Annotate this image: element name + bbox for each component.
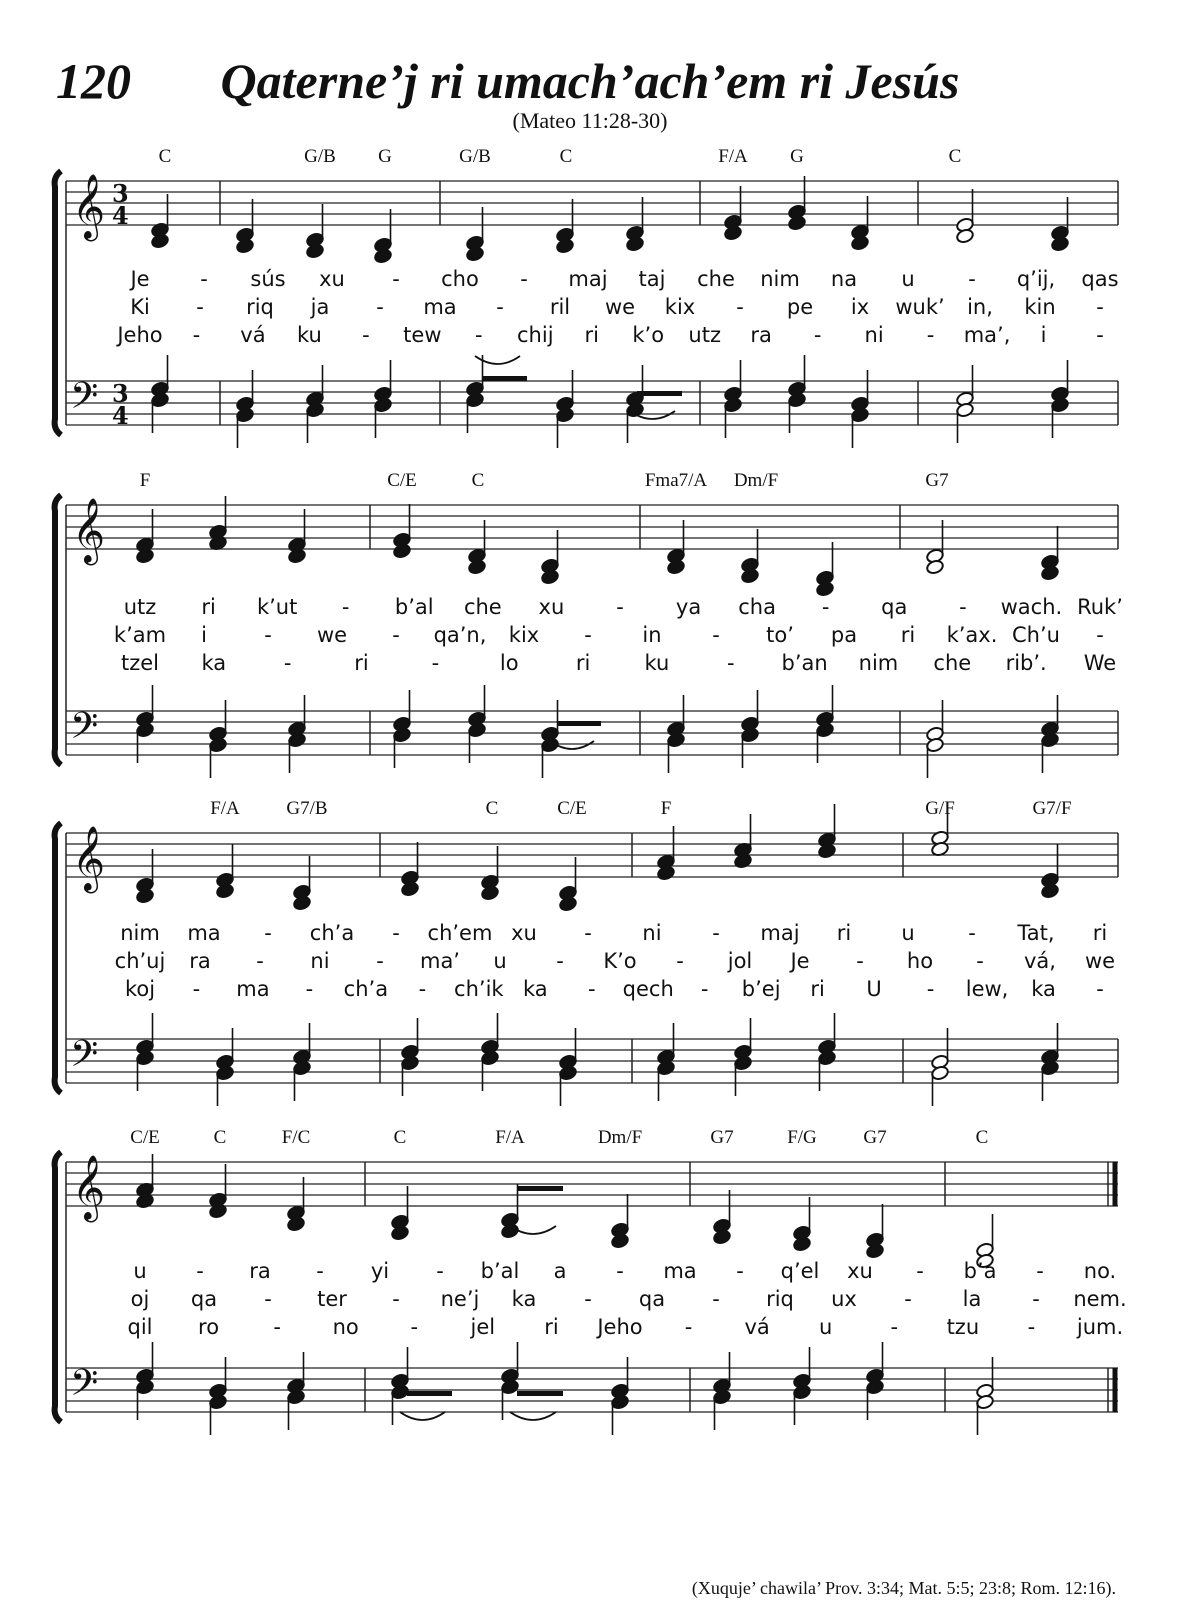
chord-symbol: G/B bbox=[459, 146, 491, 167]
lyric-syllable: no bbox=[332, 1315, 359, 1339]
lyric-syllable: Ch’u bbox=[1012, 623, 1060, 647]
lyric-hyphen: - bbox=[584, 921, 592, 945]
chord-symbol: Dm/F bbox=[597, 1127, 643, 1148]
footer-references: (Xuquje’ chawila’ Prov. 3:34; Mat. 5:5; 23:8; Rom. 12:16). bbox=[691, 1578, 1116, 1598]
lyric-syllable: to’ bbox=[766, 623, 794, 647]
lyric-syllable: ch’a bbox=[309, 921, 355, 945]
lyric-syllable: ux bbox=[831, 1287, 857, 1311]
lyric-hyphen: - bbox=[968, 921, 976, 945]
chord-symbol: F/A bbox=[718, 146, 748, 167]
lyric-hyphen: - bbox=[392, 623, 400, 647]
time-signature-bottom: 4 bbox=[112, 401, 129, 430]
lyric-syllable: qa’n, bbox=[433, 623, 487, 647]
lyric-syllable: q’ij, bbox=[1016, 267, 1056, 291]
lyric-hyphen: - bbox=[1027, 1315, 1036, 1339]
chord-symbol: F/G bbox=[787, 1127, 817, 1148]
lyric-syllable: in bbox=[642, 623, 662, 647]
lyric-hyphen: - bbox=[926, 323, 935, 347]
lyric-syllable: ma bbox=[663, 1259, 697, 1283]
lyric-syllable: ter bbox=[317, 1287, 347, 1311]
lyric-syllable: u bbox=[901, 267, 915, 291]
lyric-hyphen: - bbox=[584, 1287, 592, 1311]
lyric-hyphen: - bbox=[726, 651, 735, 675]
lyric-hyphen: - bbox=[196, 295, 204, 319]
lyric-syllable: ma’ bbox=[419, 949, 461, 973]
lyric-syllable: tzel bbox=[120, 651, 160, 675]
lyric-syllable: ma bbox=[423, 295, 457, 319]
chord-symbol: C bbox=[471, 470, 485, 491]
lyric-syllable: qa bbox=[638, 1287, 666, 1311]
lyric-hyphen: - bbox=[1096, 623, 1104, 647]
slur bbox=[510, 1412, 556, 1420]
lyric-syllable: ri bbox=[354, 651, 369, 675]
lyric-hyphen: - bbox=[926, 977, 935, 1001]
lyric-hyphen: - bbox=[305, 977, 314, 1001]
lyric-syllable: kix bbox=[664, 295, 696, 319]
lyric-syllable: ri bbox=[201, 595, 216, 619]
chord-symbol: C bbox=[485, 798, 499, 819]
lyric-syllable: ma’, bbox=[963, 323, 1011, 347]
lyric-syllable: ch’ik bbox=[454, 977, 504, 1001]
system-bracket bbox=[55, 171, 61, 435]
lyric-syllable: ya bbox=[675, 595, 702, 619]
chord-symbol: C bbox=[158, 146, 172, 167]
beam bbox=[557, 721, 601, 726]
time-signature-top: 3 bbox=[112, 379, 129, 408]
lyric-syllable: k’ax. bbox=[946, 623, 998, 647]
lyric-syllable: ma bbox=[187, 921, 221, 945]
lyric-syllable: ri bbox=[836, 921, 852, 945]
lyric-hyphen: - bbox=[1096, 977, 1104, 1001]
lyric-syllable: wach. bbox=[1000, 595, 1063, 619]
lyric-syllable: utz bbox=[688, 323, 721, 347]
lyric-syllable: Ruk’ bbox=[1077, 595, 1123, 619]
lyric-syllable: ni bbox=[642, 921, 662, 945]
lyric-hyphen: - bbox=[392, 921, 400, 945]
lyric-syllable: ri bbox=[544, 1315, 559, 1339]
chord-symbol: C bbox=[393, 1127, 407, 1148]
chord-symbol: C/E bbox=[557, 798, 587, 819]
lyric-syllable: b’al bbox=[394, 595, 434, 619]
chord-symbol: G bbox=[790, 146, 804, 167]
lyric-hyphen: - bbox=[192, 323, 201, 347]
lyric-syllable: ri bbox=[900, 623, 916, 647]
lyric-hyphen: - bbox=[556, 949, 564, 973]
lyric-syllable: nem. bbox=[1073, 1287, 1127, 1311]
lyric-hyphen: - bbox=[890, 1315, 899, 1339]
lyric-syllable: ch’a bbox=[343, 977, 389, 1001]
lyric-hyphen: - bbox=[192, 977, 201, 1001]
lyric-syllable: xu bbox=[511, 921, 537, 945]
lyric-syllable: ix bbox=[850, 295, 870, 319]
lyric-syllable: sús bbox=[250, 267, 286, 291]
lyric-hyphen: - bbox=[392, 1287, 400, 1311]
lyric-syllable: qil bbox=[127, 1315, 153, 1339]
lyric-syllable: ho bbox=[906, 949, 934, 973]
lyric-hyphen: - bbox=[616, 1259, 624, 1283]
lyric-hyphen: - bbox=[976, 949, 984, 973]
beam bbox=[637, 391, 682, 396]
lyric-syllable: lo bbox=[499, 651, 519, 675]
chord-symbol: G7 bbox=[863, 1127, 887, 1148]
lyric-syllable: ra bbox=[750, 323, 772, 347]
lyric-syllable: kix bbox=[508, 623, 540, 647]
lyric-hyphen: - bbox=[736, 295, 744, 319]
lyric-syllable: ja bbox=[310, 295, 330, 319]
system-bracket bbox=[55, 823, 61, 1093]
chord-symbol: F bbox=[139, 470, 151, 491]
lyric-syllable: wuk’ bbox=[895, 295, 945, 319]
lyric-syllable: ro bbox=[198, 1315, 220, 1339]
lyric-hyphen: - bbox=[520, 267, 528, 291]
chord-symbol: Dm/F bbox=[733, 470, 779, 491]
lyric-syllable: ri bbox=[584, 323, 599, 347]
lyric-syllable: ka bbox=[1031, 977, 1056, 1001]
lyric-syllable: qas bbox=[1081, 267, 1119, 291]
lyric-syllable: cha bbox=[738, 595, 777, 619]
lyric-syllable: xu bbox=[847, 1259, 873, 1283]
hymn-title: Qaterne’j ri umach’ach’em ri Jesús bbox=[220, 53, 960, 109]
bass-clef-icon: 𝄢 bbox=[70, 705, 99, 756]
lyric-syllable: Je bbox=[130, 267, 150, 291]
lyric-syllable: Jeho bbox=[117, 323, 163, 347]
lyric-hyphen: - bbox=[856, 949, 864, 973]
lyric-hyphen: - bbox=[273, 1315, 281, 1339]
lyric-syllable: ri bbox=[1092, 921, 1108, 945]
lyric-syllable: ra bbox=[249, 1259, 271, 1283]
beam bbox=[517, 1391, 563, 1396]
chord-symbol: F/C bbox=[281, 1127, 311, 1148]
chord-symbol: G7 bbox=[710, 1127, 734, 1148]
lyric-syllable: tew bbox=[403, 323, 442, 347]
lyric-syllable: yi bbox=[370, 1259, 390, 1283]
lyric-hyphen: - bbox=[684, 1315, 693, 1339]
lyric-hyphen: - bbox=[436, 1259, 444, 1283]
lyric-syllable: ra bbox=[189, 949, 211, 973]
lyric-syllable: qech bbox=[622, 977, 674, 1001]
lyric-syllable: u bbox=[493, 949, 507, 973]
lyric-syllable: utz bbox=[123, 595, 157, 619]
treble-clef-icon: 𝄞 bbox=[72, 174, 106, 239]
lyric-syllable: ka bbox=[522, 977, 548, 1001]
lyric-syllable: ch’em bbox=[427, 921, 493, 945]
lyric-hyphen: - bbox=[410, 1315, 419, 1339]
lyric-syllable: maj bbox=[760, 921, 800, 945]
time-signature-top: 3 bbox=[112, 179, 129, 208]
lyric-hyphen: - bbox=[587, 977, 596, 1001]
lyric-syllable: ka bbox=[201, 651, 227, 675]
chord-symbol: G bbox=[378, 146, 392, 167]
chord-symbol: G/F bbox=[925, 798, 955, 819]
lyric-syllable: che bbox=[933, 651, 972, 675]
lyric-syllable: ri bbox=[575, 651, 591, 675]
lyric-syllable: maj bbox=[568, 267, 608, 291]
treble-clef-icon: 𝄞 bbox=[72, 826, 106, 891]
chord-symbol: C bbox=[213, 1127, 227, 1148]
chord-symbol: F bbox=[660, 798, 672, 819]
system-bracket bbox=[55, 495, 61, 765]
scripture-reference: (Mateo 11:28-30) bbox=[512, 108, 668, 133]
lyric-syllable: pa bbox=[830, 623, 858, 647]
chord-symbol: C/E bbox=[387, 470, 417, 491]
lyric-syllable: vá bbox=[240, 323, 266, 347]
lyric-syllable: pe bbox=[786, 295, 814, 319]
lyric-syllable: jum. bbox=[1076, 1315, 1124, 1339]
lyric-hyphen: - bbox=[264, 1287, 272, 1311]
lyric-hyphen: - bbox=[1032, 1287, 1040, 1311]
lyric-syllable: Jeho bbox=[597, 1315, 643, 1339]
lyric-hyphen: - bbox=[376, 295, 384, 319]
lyric-syllable: vá bbox=[744, 1315, 770, 1339]
lyric-syllable: u bbox=[901, 921, 915, 945]
lyric-syllable: riq bbox=[766, 1287, 794, 1311]
lyric-syllable: rib’. bbox=[1005, 651, 1047, 675]
lyric-syllable: k’o bbox=[632, 323, 665, 347]
lyric-hyphen: - bbox=[431, 651, 440, 675]
chord-symbol: F/A bbox=[495, 1127, 525, 1148]
lyric-syllable: b’an bbox=[781, 651, 828, 675]
lyric-syllable: che bbox=[463, 595, 502, 619]
lyric-hyphen: - bbox=[916, 1259, 924, 1283]
lyric-syllable: nim bbox=[120, 921, 160, 945]
lyric-syllable: we bbox=[316, 623, 348, 647]
lyric-syllable: ka bbox=[511, 1287, 537, 1311]
lyric-hyphen: - bbox=[700, 977, 709, 1001]
lyric-syllable: kin bbox=[1024, 295, 1056, 319]
treble-clef-icon: 𝄞 bbox=[72, 498, 106, 563]
lyric-syllable: qa bbox=[881, 595, 908, 619]
lyric-syllable: Tat, bbox=[1017, 921, 1055, 945]
chord-symbol: C bbox=[559, 146, 573, 167]
chord-symbol: C/E bbox=[130, 1127, 160, 1148]
lyric-syllable: na bbox=[830, 267, 858, 291]
time-signature-bottom: 4 bbox=[112, 201, 129, 230]
lyric-syllable: qa bbox=[190, 1287, 218, 1311]
lyric-syllable: we bbox=[604, 295, 636, 319]
chord-symbol: C bbox=[975, 1127, 989, 1148]
lyric-hyphen: - bbox=[264, 921, 272, 945]
chord-symbol: G7/B bbox=[286, 798, 328, 819]
bass-clef-icon: 𝄢 bbox=[70, 375, 99, 426]
lyric-hyphen: - bbox=[496, 295, 504, 319]
beam bbox=[517, 1186, 563, 1191]
lyric-syllable: a bbox=[553, 1259, 567, 1283]
lyric-syllable: nim bbox=[760, 267, 800, 291]
lyric-syllable: ku bbox=[296, 323, 322, 347]
chord-symbol: G/B bbox=[304, 146, 336, 167]
lyric-hyphen: - bbox=[712, 1287, 720, 1311]
lyric-syllable: ni bbox=[310, 949, 330, 973]
lyric-syllable: U bbox=[866, 977, 882, 1001]
lyric-syllable: riq bbox=[246, 295, 274, 319]
lyric-syllable: tzu bbox=[946, 1315, 980, 1339]
lyric-syllable: no. bbox=[1083, 1259, 1117, 1283]
lyric-syllable: b’al bbox=[480, 1259, 520, 1283]
chord-symbol: G7 bbox=[925, 470, 949, 491]
chord-symbol: Fma7/A bbox=[644, 470, 708, 491]
lyric-hyphen: - bbox=[264, 623, 272, 647]
lyric-syllable: taj bbox=[638, 267, 666, 291]
lyric-hyphen: - bbox=[256, 949, 264, 973]
lyric-syllable: k’am bbox=[113, 623, 167, 647]
lyric-syllable: b’a bbox=[963, 1259, 997, 1283]
lyric-syllable: K’o bbox=[603, 949, 637, 973]
lyric-hyphen: - bbox=[200, 267, 208, 291]
lyric-syllable: ma bbox=[236, 977, 270, 1001]
lyric-hyphen: - bbox=[736, 1259, 744, 1283]
lyric-hyphen: - bbox=[584, 623, 592, 647]
lyric-syllable: jol bbox=[727, 949, 753, 973]
lyric-syllable: ku bbox=[644, 651, 670, 675]
system-bracket bbox=[55, 1152, 61, 1422]
lyric-syllable: jel bbox=[470, 1315, 496, 1339]
lyric-syllable: ch’uj bbox=[114, 949, 166, 973]
lyric-syllable: xu bbox=[538, 595, 565, 619]
lyric-syllable: xu bbox=[319, 267, 345, 291]
chord-symbol: F/A bbox=[210, 798, 240, 819]
lyric-syllable: che bbox=[697, 267, 735, 291]
bass-clef-icon: 𝄢 bbox=[70, 1033, 99, 1084]
lyric-hyphen: - bbox=[616, 595, 624, 619]
lyric-hyphen: - bbox=[821, 595, 830, 619]
beam bbox=[407, 1391, 452, 1396]
lyric-syllable: in, bbox=[967, 295, 993, 319]
lyric-syllable: i bbox=[201, 623, 207, 647]
lyric-syllable: oj bbox=[130, 1287, 150, 1311]
lyric-hyphen: - bbox=[283, 651, 292, 675]
lyric-hyphen: - bbox=[475, 323, 483, 347]
lyric-hyphen: - bbox=[1096, 295, 1104, 319]
lyric-hyphen: - bbox=[904, 1287, 912, 1311]
lyric-syllable: q’el bbox=[780, 1259, 820, 1283]
lyric-hyphen: - bbox=[712, 623, 720, 647]
lyric-hyphen: - bbox=[676, 949, 684, 973]
lyric-syllable: vá, bbox=[1024, 949, 1056, 973]
lyric-syllable: b’ej bbox=[741, 977, 781, 1001]
beam bbox=[482, 376, 527, 381]
chord-symbol: C bbox=[948, 146, 962, 167]
hymn-number: 120 bbox=[56, 53, 131, 109]
lyric-syllable: nim bbox=[858, 651, 899, 675]
lyric-hyphen: - bbox=[196, 1259, 204, 1283]
lyric-syllable: we bbox=[1084, 949, 1116, 973]
lyric-hyphen: - bbox=[968, 267, 976, 291]
lyric-syllable: la bbox=[962, 1287, 982, 1311]
lyric-syllable: k’ut bbox=[256, 595, 298, 619]
lyric-syllable: ni bbox=[864, 323, 884, 347]
lyric-syllable: Ki bbox=[130, 295, 150, 319]
lyric-hyphen: - bbox=[712, 921, 720, 945]
lyric-hyphen: - bbox=[1036, 1259, 1044, 1283]
lyric-syllable: chij bbox=[517, 323, 554, 347]
lyric-hyphen: - bbox=[341, 595, 350, 619]
treble-clef-icon: 𝄞 bbox=[72, 1155, 106, 1220]
bass-clef-icon: 𝄢 bbox=[70, 1362, 99, 1413]
lyric-syllable: cho bbox=[441, 267, 479, 291]
lyric-hyphen: - bbox=[376, 949, 384, 973]
lyric-hyphen: - bbox=[316, 1259, 324, 1283]
lyric-syllable: Je bbox=[790, 949, 810, 973]
lyric-hyphen: - bbox=[392, 267, 400, 291]
slur bbox=[400, 1412, 445, 1420]
lyric-syllable: lew, bbox=[965, 977, 1009, 1001]
lyric-syllable: koj bbox=[124, 977, 156, 1001]
lyric-syllable: ne’j bbox=[440, 1287, 480, 1311]
lyric-syllable: u bbox=[133, 1259, 147, 1283]
lyric-hyphen: - bbox=[362, 323, 370, 347]
chord-symbol: G7/F bbox=[1032, 798, 1072, 819]
lyric-syllable: u bbox=[819, 1315, 833, 1339]
lyric-hyphen: - bbox=[813, 323, 822, 347]
lyric-hyphen: - bbox=[418, 977, 427, 1001]
lyric-hyphen: - bbox=[1096, 323, 1104, 347]
lyric-hyphen: - bbox=[959, 595, 967, 619]
lyric-syllable: ri bbox=[810, 977, 825, 1001]
lyric-syllable: ril bbox=[549, 295, 571, 319]
lyric-syllable: i bbox=[1040, 323, 1047, 347]
lyric-syllable: We bbox=[1083, 651, 1117, 675]
